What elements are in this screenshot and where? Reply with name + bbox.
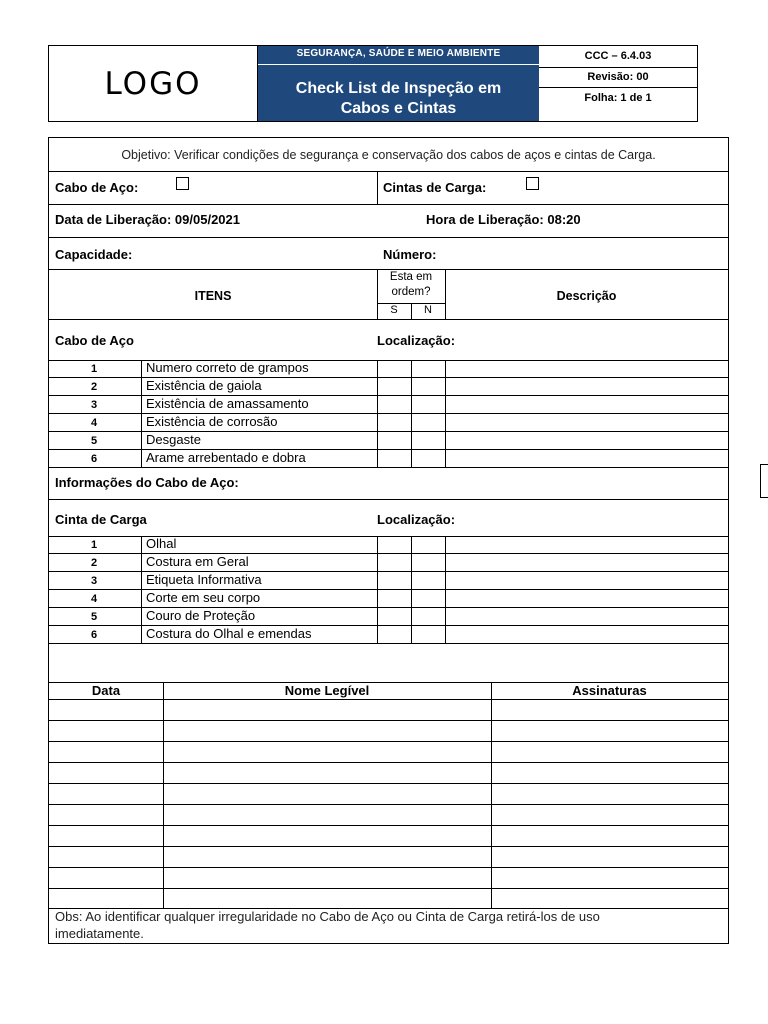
cabo-section-title: Cabo de Aço: [55, 333, 134, 348]
list-item: Existência de corrosão: [146, 414, 278, 429]
divider: [377, 171, 378, 204]
divider: [49, 171, 728, 172]
item-number: 1: [90, 363, 98, 375]
divider: [49, 237, 728, 238]
table-row: [49, 825, 728, 826]
data-liberacao: Data de Liberação: 09/05/2021: [55, 212, 240, 227]
capacidade-label: Capacidade:: [55, 247, 133, 262]
item-number: 2: [90, 557, 98, 569]
sig-nome-header: Nome Legível: [284, 683, 370, 698]
document-code: CCC – 6.4.03: [584, 50, 652, 62]
item-number: 4: [90, 417, 98, 429]
info-cabo-label: Informações do Cabo de Aço:: [55, 475, 239, 490]
table-row: [49, 846, 728, 847]
checklist-form: [48, 137, 729, 944]
item-number: 2: [90, 381, 98, 393]
table-row: [49, 762, 728, 763]
cinta-localizacao: Localização:: [377, 512, 456, 527]
divider: [49, 499, 728, 500]
section-label: SEGURANÇA, SAÚDE E MEIO AMBIENTE: [296, 48, 501, 59]
list-item: Etiqueta Informativa: [146, 572, 262, 587]
item-number: 5: [90, 435, 98, 447]
sig-data-header: Data: [91, 683, 121, 698]
list-item: Olhal: [146, 536, 177, 551]
cintas-label: Cintas de Carga:: [383, 180, 487, 195]
cintas-checkbox[interactable]: [526, 177, 539, 190]
cabo-items: [49, 360, 728, 467]
cabo-localizacao: Localização:: [377, 333, 456, 348]
divider: [49, 467, 728, 468]
table-row: [49, 741, 728, 742]
document-title: [258, 79, 539, 119]
numero-label: Número:: [383, 247, 437, 262]
item-number: 6: [90, 453, 98, 465]
list-item: Arame arrebentado e dobra: [146, 450, 306, 465]
divider: [49, 269, 728, 270]
list-item: Costura do Olhal e emendas: [146, 626, 312, 641]
divider: [539, 87, 697, 88]
item-number: 6: [90, 629, 98, 641]
table-row: [49, 867, 728, 868]
divider: [539, 67, 697, 68]
obs-line-1: Obs: Ao identificar qualquer irregularidade no Cabo de Aço ou Cinta de Carga retirá-los de uso: [55, 909, 600, 924]
table-row: [49, 699, 728, 700]
title-cell: [258, 46, 539, 121]
table-row: [49, 783, 728, 784]
title-line-2: Cabos e Cintas: [340, 100, 457, 117]
descricao-header: Descrição: [556, 289, 617, 303]
list-item: Corte em seu corpo: [146, 590, 261, 605]
cinta-section-title: Cinta de Carga: [55, 512, 147, 527]
divider: [49, 319, 728, 320]
cabo-label: Cabo de Aço:: [55, 180, 139, 195]
divider: [163, 682, 164, 908]
divider: [491, 682, 492, 908]
title-line-1: Check List de Inspeção em: [295, 80, 502, 97]
list-item: Couro de Proteção: [146, 608, 256, 623]
document-header: [48, 45, 698, 122]
table-row: [49, 888, 728, 889]
table-row: [49, 720, 728, 721]
meta-cell: [539, 46, 697, 121]
ordem-label: ordem?: [391, 286, 431, 298]
hora-liberacao: Hora de Liberação: 08:20: [426, 212, 581, 227]
item-number: 3: [90, 399, 98, 411]
list-item: Costura em Geral: [146, 554, 249, 569]
page-edge-mark: [760, 464, 768, 498]
sig-assinaturas-header: Assinaturas: [572, 683, 647, 698]
item-number: 3: [90, 575, 98, 587]
esta-em-label: Esta em: [389, 271, 433, 283]
list-item: Existência de gaiola: [146, 378, 262, 393]
sheet: Folha: 1 de 1: [584, 92, 652, 104]
objective-text: Objetivo: Verificar condições de segurança e conservação dos cabos de aços e cintas de Carga.: [121, 148, 656, 162]
logo: LOGO: [104, 65, 202, 102]
n-header: N: [424, 304, 432, 316]
itens-header: ITENS: [194, 289, 232, 303]
item-number: 5: [90, 611, 98, 623]
logo-cell: [49, 46, 258, 121]
cabo-checkbox[interactable]: [176, 177, 189, 190]
list-item: Existência de amassamento: [146, 396, 309, 411]
item-number: 4: [90, 593, 98, 605]
obs-line-2: imediatamente.: [55, 926, 144, 941]
divider: [49, 204, 728, 205]
cinta-items: [49, 536, 728, 643]
divider: [49, 643, 728, 644]
list-item: Numero correto de grampos: [146, 360, 309, 375]
s-header: S: [390, 304, 398, 316]
item-number: 1: [90, 539, 98, 551]
revision: Revisão: 00: [587, 71, 649, 83]
list-item: Desgaste: [146, 432, 201, 447]
divider: [258, 64, 539, 65]
table-row: [49, 804, 728, 805]
